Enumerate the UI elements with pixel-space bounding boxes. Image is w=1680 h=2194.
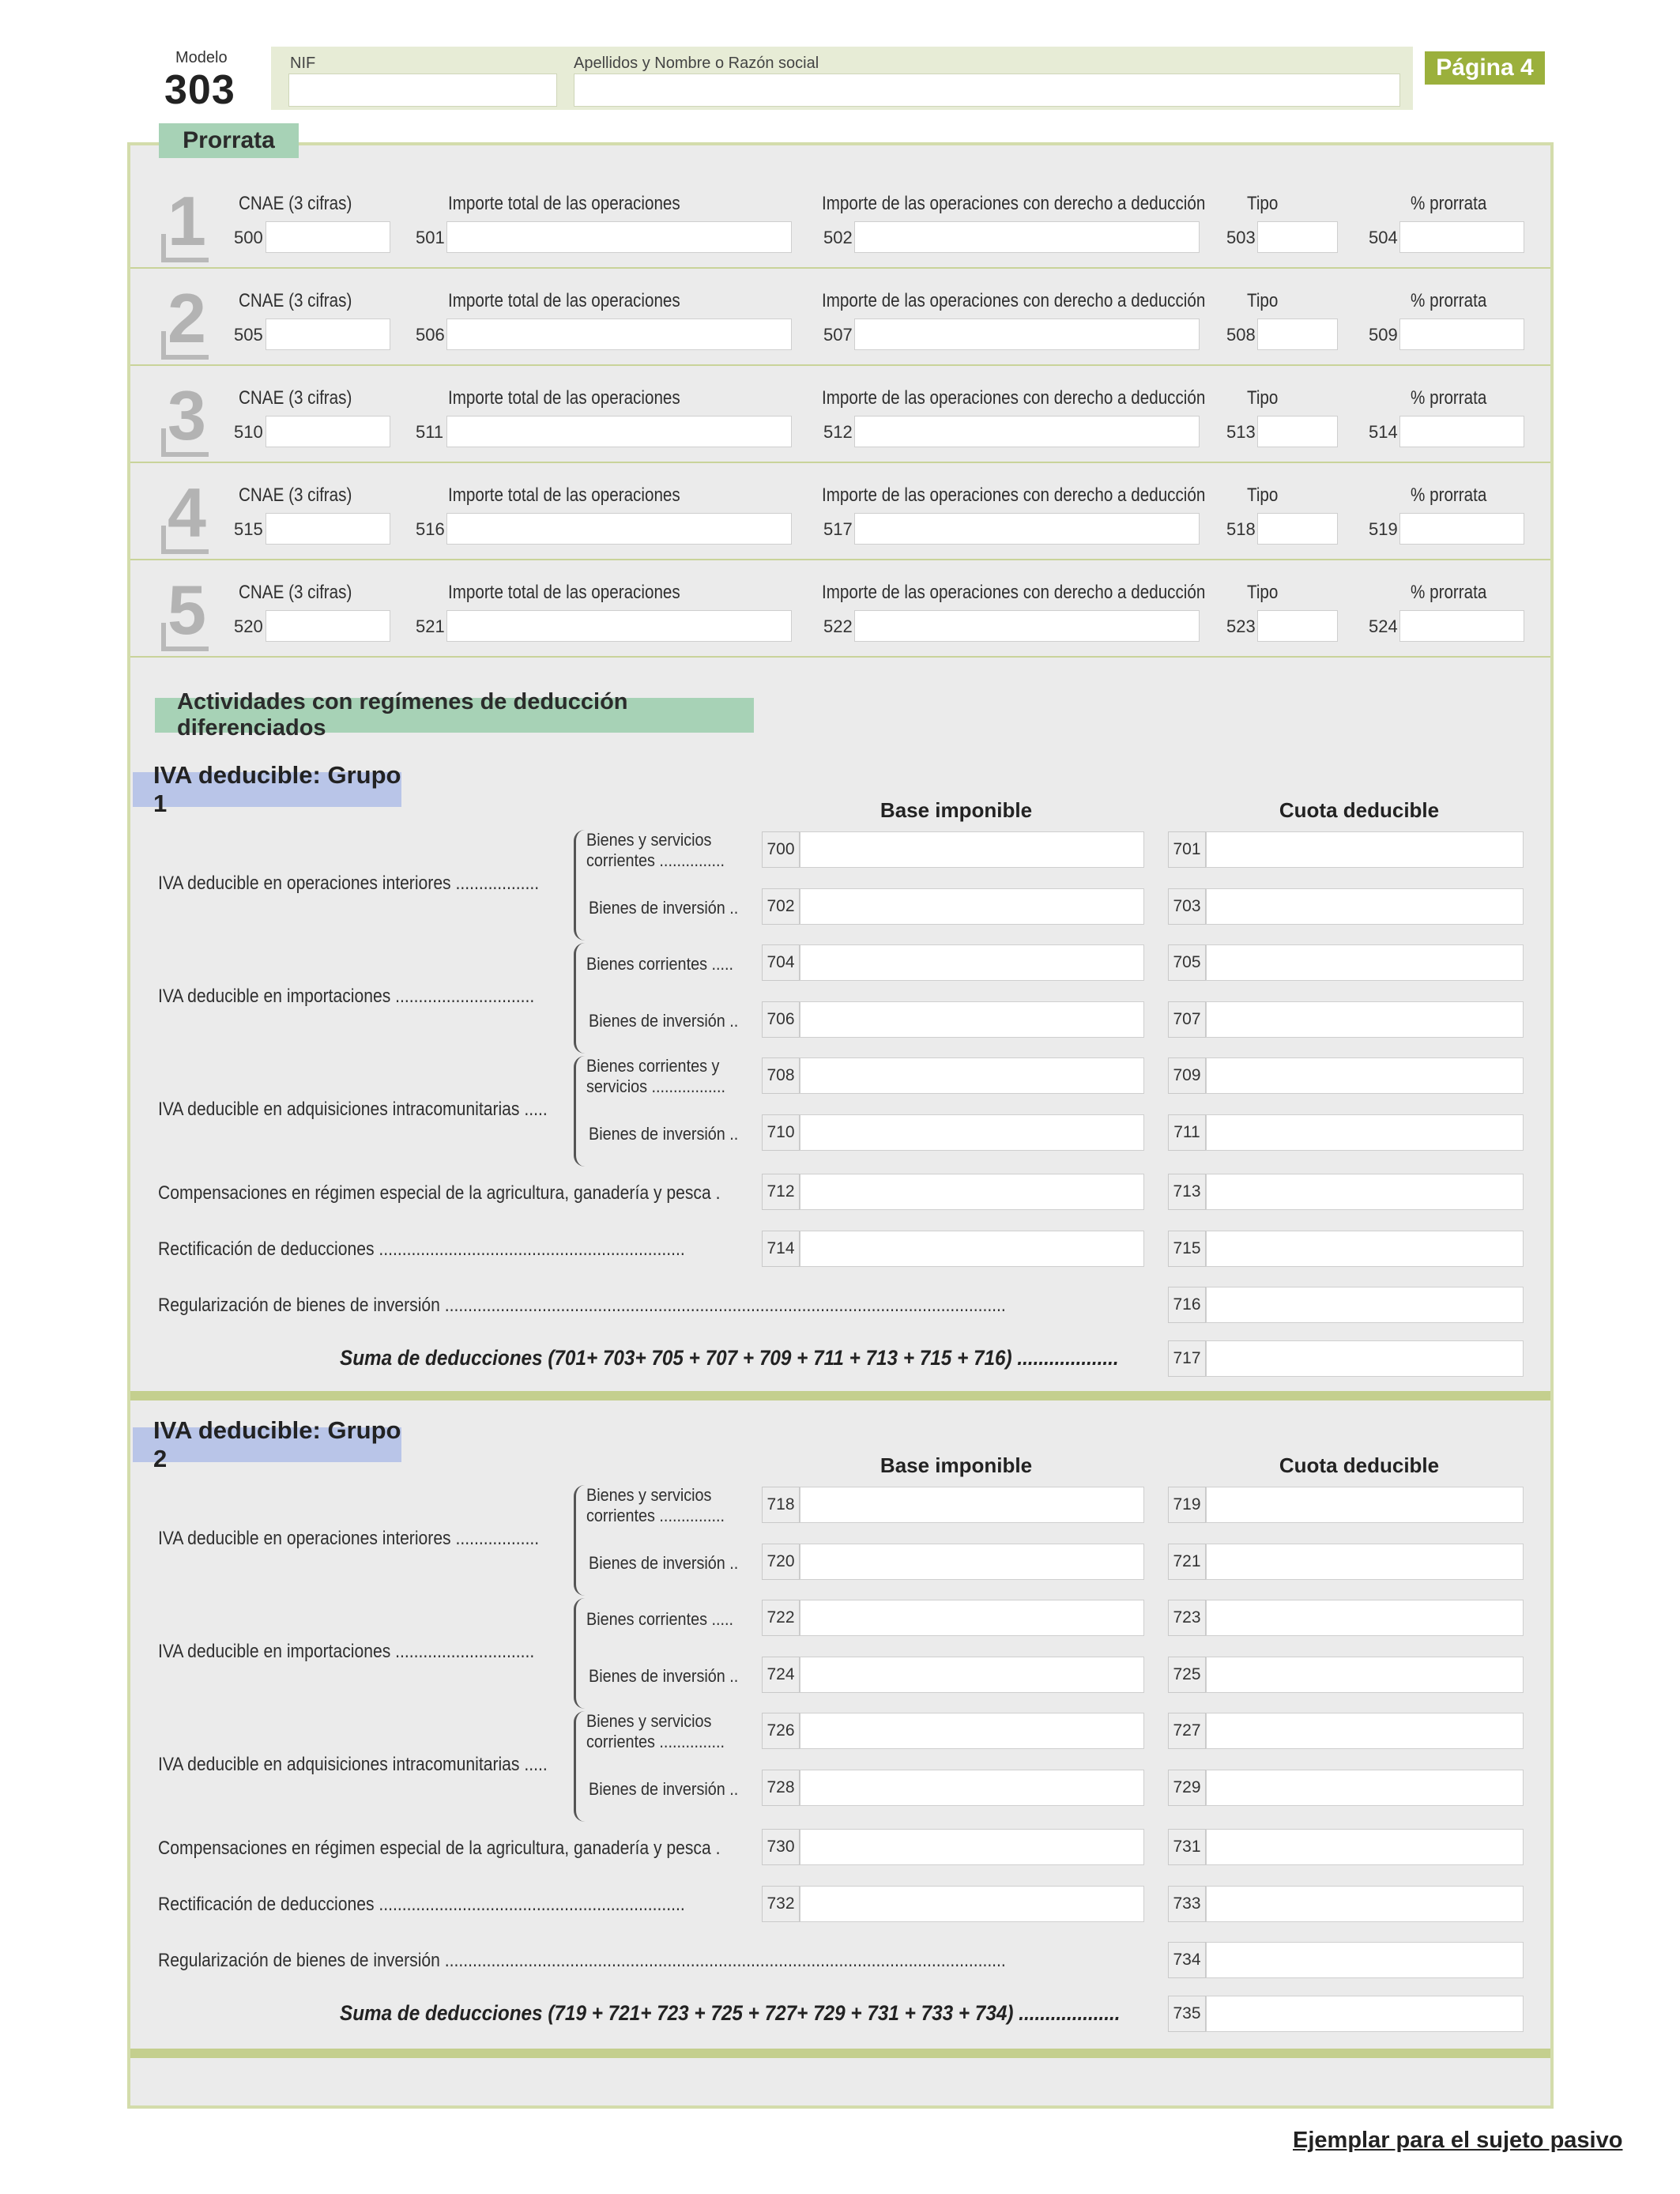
- compensaciones-label: Compensaciones en régimen especial de la agricultura, ganadería y pesca .: [158, 1838, 721, 1859]
- cuota-deducible-field[interactable]: [1206, 1114, 1524, 1151]
- group-label: IVA deducible en adquisiciones intracomunitarias .....: [158, 1099, 548, 1120]
- row-divider: [130, 462, 1550, 463]
- box-code: 700: [762, 831, 800, 868]
- base-imponible-field[interactable]: [800, 1487, 1144, 1523]
- sub-label: Bienes y servicios: [586, 1485, 712, 1505]
- column-label: Importe de las operaciones con derecho a deducción: [822, 484, 1206, 506]
- box-code: 703: [1168, 888, 1206, 925]
- box-code: 515: [234, 519, 263, 539]
- prorrata-input-field[interactable]: [1399, 319, 1524, 350]
- prorrata-input-field[interactable]: [854, 416, 1200, 447]
- box-code: 501: [416, 228, 445, 247]
- box-code: 502: [823, 228, 853, 247]
- prorrata-input-field[interactable]: [1399, 610, 1524, 642]
- column-label: CNAE (3 cifras): [239, 484, 352, 506]
- column-label: % prorrata: [1411, 193, 1487, 214]
- box-code: 727: [1168, 1713, 1206, 1749]
- box-code: 516: [416, 519, 445, 539]
- cuota-deducible-field[interactable]: [1206, 1287, 1524, 1323]
- base-imponible-field[interactable]: [800, 1174, 1144, 1210]
- column-label: Importe de las operaciones con derecho a deducción: [822, 387, 1206, 409]
- column-label: % prorrata: [1411, 387, 1487, 409]
- box-code: 735: [1168, 1996, 1206, 2032]
- box-code: 732: [762, 1886, 800, 1922]
- box-code: 734: [1168, 1942, 1206, 1978]
- prorrata-input-field[interactable]: [1399, 221, 1524, 253]
- nombre-field[interactable]: [574, 74, 1400, 107]
- nombre-label: Apellidos y Nombre o Razón social: [574, 55, 819, 72]
- prorrata-input-field[interactable]: [1257, 513, 1338, 545]
- sub-label: Bienes de inversión ..: [589, 898, 739, 918]
- prorrata-input-field[interactable]: [854, 221, 1200, 253]
- cuota-deducible-field[interactable]: [1206, 1770, 1524, 1806]
- box-code: 716: [1168, 1287, 1206, 1323]
- cuota-deducible-field[interactable]: [1206, 1001, 1524, 1038]
- modelo-label: Modelo: [175, 49, 228, 66]
- base-imponible-field[interactable]: [800, 1001, 1144, 1038]
- box-code: 523: [1226, 616, 1256, 636]
- prorrata-input-field[interactable]: [446, 221, 792, 253]
- box-code: 730: [762, 1829, 800, 1865]
- column-label: CNAE (3 cifras): [239, 387, 352, 409]
- cuota-deducible-field[interactable]: [1206, 1713, 1524, 1749]
- base-imponible-header: Base imponible: [880, 1453, 1033, 1477]
- prorrata-input-field[interactable]: [266, 416, 390, 447]
- base-imponible-field[interactable]: [800, 1600, 1144, 1636]
- box-code: 711: [1168, 1114, 1206, 1151]
- box-code: 511: [416, 422, 444, 442]
- cuota-deducible-field[interactable]: [1206, 831, 1524, 868]
- sub-label: corrientes ...............: [586, 1732, 725, 1751]
- box-code: 712: [762, 1174, 800, 1210]
- box-code: 517: [823, 519, 853, 539]
- box-code: 718: [762, 1487, 800, 1523]
- cuota-deducible-field[interactable]: [1206, 1829, 1524, 1865]
- cuota-deducible-field[interactable]: [1206, 1886, 1524, 1922]
- column-label: Tipo: [1247, 582, 1279, 603]
- column-label: Tipo: [1247, 290, 1279, 311]
- column-label: Importe total de las operaciones: [448, 290, 680, 311]
- base-imponible-field[interactable]: [800, 1829, 1144, 1865]
- row-divider: [130, 267, 1550, 269]
- prorrata-input-field[interactable]: [854, 610, 1200, 642]
- box-code: 721: [1168, 1544, 1206, 1580]
- box-code: 706: [762, 1001, 800, 1038]
- box-code: 731: [1168, 1829, 1206, 1865]
- row-divider: [130, 656, 1550, 658]
- regularizacion-label: Regularización de bienes de inversión .........................................................................................................................: [158, 1295, 1006, 1316]
- column-label: Importe total de las operaciones: [448, 193, 680, 214]
- cuota-deducible-field[interactable]: [1206, 1231, 1524, 1267]
- sub-label: Bienes corrientes y: [586, 1056, 720, 1076]
- box-code: 714: [762, 1231, 800, 1267]
- column-label: Importe total de las operaciones: [448, 582, 680, 603]
- base-imponible-field[interactable]: [800, 1657, 1144, 1693]
- column-label: Importe total de las operaciones: [448, 387, 680, 409]
- nif-label: NIF: [290, 55, 316, 72]
- cuota-deducible-field[interactable]: [1206, 944, 1524, 981]
- box-code: 519: [1369, 519, 1398, 539]
- cuota-deducible-field[interactable]: [1206, 888, 1524, 925]
- prorrata-input-field[interactable]: [1257, 610, 1338, 642]
- prorrata-tab: Prorrata: [159, 123, 299, 158]
- box-code: 514: [1369, 422, 1398, 442]
- box-code: 733: [1168, 1886, 1206, 1922]
- nif-field[interactable]: [288, 74, 557, 107]
- cuota-deducible-field[interactable]: [1206, 1487, 1524, 1523]
- sub-label: Bienes corrientes .....: [586, 954, 733, 974]
- box-code: 507: [823, 325, 853, 345]
- box-code: 725: [1168, 1657, 1206, 1693]
- box-code: 722: [762, 1600, 800, 1636]
- sub-label: Bienes de inversión ..: [589, 1666, 739, 1686]
- cuota-deducible-field[interactable]: [1206, 1657, 1524, 1693]
- box-code: 723: [1168, 1600, 1206, 1636]
- box-code: 505: [234, 325, 263, 345]
- prorrata-input-field[interactable]: [1257, 319, 1338, 350]
- group-brace: [574, 943, 587, 1054]
- row-bracket: [161, 428, 209, 457]
- group-brace: [574, 1056, 587, 1167]
- group-brace: [574, 1711, 587, 1822]
- box-code: 500: [234, 228, 263, 247]
- box-code: 726: [762, 1713, 800, 1749]
- cuota-deducible-field[interactable]: [1206, 1600, 1524, 1636]
- base-imponible-field[interactable]: [800, 831, 1144, 868]
- column-label: % prorrata: [1411, 290, 1487, 311]
- cuota-deducible-field[interactable]: [1206, 1340, 1524, 1377]
- group-brace: [574, 830, 587, 941]
- sub-label: Bienes de inversión ..: [589, 1553, 739, 1573]
- box-code: 520: [234, 616, 263, 636]
- box-code: 506: [416, 325, 445, 345]
- row-number: 4: [168, 473, 206, 552]
- base-imponible-field[interactable]: [800, 1544, 1144, 1580]
- box-code: 709: [1168, 1057, 1206, 1094]
- column-label: Tipo: [1247, 193, 1279, 214]
- box-code: 521: [416, 616, 445, 636]
- group-label: IVA deducible en importaciones ..............................: [158, 986, 535, 1007]
- cuota-deducible-field[interactable]: [1206, 1174, 1524, 1210]
- group-brace: [574, 1485, 587, 1596]
- box-code: 513: [1226, 422, 1256, 442]
- rectificacion-label: Rectificación de deducciones ..................................................................: [158, 1894, 685, 1915]
- prorrata-input-field[interactable]: [446, 513, 792, 545]
- section-divider: [130, 1391, 1550, 1400]
- column-label: Importe de las operaciones con derecho a deducción: [822, 193, 1206, 214]
- group-label: IVA deducible en adquisiciones intracomunitarias .....: [158, 1754, 548, 1775]
- cuota-deducible-header: Cuota deducible: [1279, 1453, 1440, 1477]
- row-number: 1: [168, 182, 206, 260]
- sub-label: Bienes corrientes .....: [586, 1609, 733, 1629]
- prorrata-input-field[interactable]: [266, 513, 390, 545]
- column-label: % prorrata: [1411, 484, 1487, 506]
- box-code: 719: [1168, 1487, 1206, 1523]
- sub-label: corrientes ...............: [586, 1506, 725, 1525]
- row-bracket: [161, 526, 209, 554]
- sub-label: corrientes ...............: [586, 850, 725, 870]
- cuota-deducible-field[interactable]: [1206, 1942, 1524, 1978]
- rectificacion-label: Rectificación de deducciones ..................................................................: [158, 1238, 685, 1260]
- box-code: 504: [1369, 228, 1398, 247]
- box-code: 704: [762, 944, 800, 981]
- row-number: 2: [168, 279, 206, 357]
- column-label: % prorrata: [1411, 582, 1487, 603]
- sub-label: Bienes y servicios: [586, 830, 712, 850]
- cuota-deducible-field[interactable]: [1206, 1544, 1524, 1580]
- cuota-deducible-field[interactable]: [1206, 1057, 1524, 1094]
- row-divider: [130, 559, 1550, 560]
- modelo-number: 303: [164, 67, 235, 113]
- box-code: 510: [234, 422, 263, 442]
- box-code: 720: [762, 1544, 800, 1580]
- column-label: CNAE (3 cifras): [239, 193, 352, 214]
- box-code: 508: [1226, 325, 1256, 345]
- box-code: 512: [823, 422, 853, 442]
- prorrata-input-field[interactable]: [446, 319, 792, 350]
- box-code: 702: [762, 888, 800, 925]
- group-brace: [574, 1598, 587, 1709]
- base-imponible-header: Base imponible: [880, 798, 1033, 822]
- box-code: 509: [1369, 325, 1398, 345]
- base-imponible-field[interactable]: [800, 1231, 1144, 1267]
- box-code: 728: [762, 1770, 800, 1806]
- prorrata-input-field[interactable]: [854, 513, 1200, 545]
- cuota-deducible-field[interactable]: [1206, 1996, 1524, 2032]
- grupo-title: IVA deducible: Grupo 2: [133, 1427, 401, 1462]
- box-code: 701: [1168, 831, 1206, 868]
- box-code: 705: [1168, 944, 1206, 981]
- column-label: CNAE (3 cifras): [239, 582, 352, 603]
- box-code: 503: [1226, 228, 1256, 247]
- sub-label: servicios .................: [586, 1076, 726, 1096]
- box-code: 524: [1369, 616, 1398, 636]
- regularizacion-label: Regularización de bienes de inversión .........................................................................................................................: [158, 1950, 1006, 1971]
- box-code: 713: [1168, 1174, 1206, 1210]
- base-imponible-field[interactable]: [800, 1886, 1144, 1922]
- page-number-badge: Página 4: [1425, 51, 1545, 85]
- sub-label: Bienes de inversión ..: [589, 1011, 739, 1031]
- sub-label: Bienes de inversión ..: [589, 1124, 739, 1144]
- group-label: IVA deducible en importaciones ..............................: [158, 1641, 535, 1662]
- box-code: 708: [762, 1057, 800, 1094]
- row-number: 5: [168, 571, 206, 649]
- cuota-deducible-header: Cuota deducible: [1279, 798, 1440, 822]
- compensaciones-label: Compensaciones en régimen especial de la agricultura, ganadería y pesca .: [158, 1182, 721, 1204]
- base-imponible-field[interactable]: [800, 944, 1144, 981]
- prorrata-input-field[interactable]: [854, 319, 1200, 350]
- base-imponible-field[interactable]: [800, 1770, 1144, 1806]
- box-code: 724: [762, 1657, 800, 1693]
- section-divider: [130, 2049, 1550, 2058]
- prorrata-input-field[interactable]: [1399, 416, 1524, 447]
- base-imponible-field[interactable]: [800, 1114, 1144, 1151]
- box-code: 710: [762, 1114, 800, 1151]
- box-code: 522: [823, 616, 853, 636]
- base-imponible-field[interactable]: [800, 888, 1144, 925]
- sub-label: Bienes de inversión ..: [589, 1779, 739, 1799]
- prorrata-input-field[interactable]: [446, 416, 792, 447]
- prorrata-input-field[interactable]: [266, 319, 390, 350]
- prorrata-input-field[interactable]: [446, 610, 792, 642]
- prorrata-input-field[interactable]: [266, 221, 390, 253]
- column-label: Importe total de las operaciones: [448, 484, 680, 506]
- sub-label: Bienes y servicios: [586, 1711, 712, 1731]
- prorrata-input-field[interactable]: [1399, 513, 1524, 545]
- row-bracket: [161, 331, 209, 360]
- actividades-heading: Actividades con regímenes de deducción diferenciados: [155, 698, 754, 733]
- column-label: Importe de las operaciones con derecho a deducción: [822, 290, 1206, 311]
- column-label: Tipo: [1247, 387, 1279, 409]
- prorrata-input-field[interactable]: [1257, 221, 1338, 253]
- row-number: 3: [168, 376, 206, 454]
- prorrata-input-field[interactable]: [1257, 416, 1338, 447]
- row-bracket: [161, 623, 209, 651]
- box-code: 729: [1168, 1770, 1206, 1806]
- base-imponible-field[interactable]: [800, 1713, 1144, 1749]
- box-code: 518: [1226, 519, 1256, 539]
- group-label: IVA deducible en operaciones interiores ..................: [158, 873, 540, 894]
- column-label: CNAE (3 cifras): [239, 290, 352, 311]
- column-label: Importe de las operaciones con derecho a deducción: [822, 582, 1206, 603]
- box-code: 707: [1168, 1001, 1206, 1038]
- row-bracket: [161, 234, 209, 262]
- row-divider: [130, 364, 1550, 366]
- box-code: 715: [1168, 1231, 1206, 1267]
- grupo-title: IVA deducible: Grupo 1: [133, 772, 401, 807]
- suma-deducciones-label: Suma de deducciones (701+ 703+ 705 + 707 + 709 + 711 + 713 + 715 + 716) ...................: [340, 1346, 1119, 1370]
- suma-deducciones-label: Suma de deducciones (719 + 721+ 723 + 725 + 727+ 729 + 731 + 733 + 734) ...................: [340, 2001, 1121, 2025]
- header-identification-box: [271, 47, 1413, 110]
- prorrata-input-field[interactable]: [266, 610, 390, 642]
- base-imponible-field[interactable]: [800, 1057, 1144, 1094]
- footer-ejemplar: Ejemplar para el sujeto pasivo: [1293, 2128, 1623, 2153]
- column-label: Tipo: [1247, 484, 1279, 506]
- group-label: IVA deducible en operaciones interiores ..................: [158, 1528, 540, 1549]
- box-code: 717: [1168, 1340, 1206, 1377]
